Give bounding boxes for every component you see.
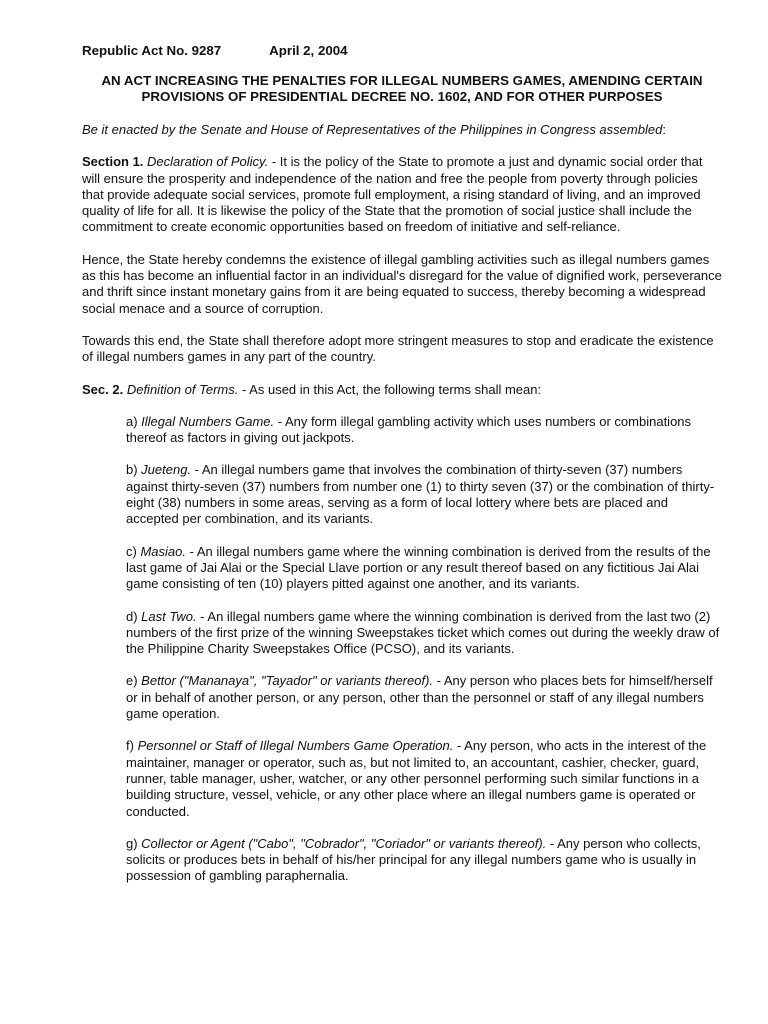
section-1-term: Declaration of Policy. bbox=[147, 154, 269, 170]
enacting-clause bbox=[82, 122, 722, 138]
definition-letter: c) bbox=[126, 543, 141, 559]
document-page bbox=[82, 43, 722, 885]
definition-letter: b) bbox=[126, 462, 142, 478]
act-title-line-1: AN ACT INCREASING THE PENALTIES FOR ILLEGAL NUMBERS GAMES, AMENDING CERTAIN bbox=[101, 73, 703, 88]
definition-letter: e) bbox=[126, 673, 142, 689]
definition-term: Masiao. bbox=[140, 543, 186, 559]
definition-letter: a) bbox=[126, 413, 142, 429]
section-2-text: - As used in this Act, the following terms shall mean: bbox=[238, 381, 542, 397]
definition-term: Last Two. bbox=[141, 608, 197, 624]
definition-text: - Any person who collects, solicits or produces bets in behalf of his/her principal for any illegal numbers game who is usually in possession of gambling paraphernalia. bbox=[126, 835, 701, 884]
section-2-heading: Sec. 2. bbox=[82, 381, 124, 397]
definition-item bbox=[126, 609, 722, 658]
definition-letter: d) bbox=[126, 608, 142, 624]
definition-item bbox=[126, 414, 722, 447]
definition-term: Illegal Numbers Game. bbox=[141, 413, 275, 429]
section-1-heading: Section 1. bbox=[82, 154, 144, 170]
definition-text: - Any person who places bets for himself/herself or in behalf of another person, or any person, other than the personnel or staff of any illegal numbers game operation. bbox=[126, 673, 713, 722]
definition-item bbox=[126, 544, 722, 593]
document-header bbox=[82, 43, 722, 61]
section-2-term: Definition of Terms. bbox=[126, 381, 239, 397]
section-1-paragraph-2: Hence, the State hereby condemns the existence of illegal gambling activities such as illegal numbers games as this has become an influential factor in an individual's disregard for the value of dignified work, perseverance and thrift since instant monetary gains from it are being equated to success, thereby becoming a widespread social menace and a source of corruption. bbox=[82, 251, 722, 316]
definitions-list bbox=[126, 414, 722, 885]
definition-text: - Any form illegal gambling activity which uses numbers or combinations thereof as factors in giving out jackpots. bbox=[126, 413, 692, 446]
definition-item bbox=[126, 738, 722, 819]
definition-text: - An illegal numbers game that involves the combination of thirty-seven (37) numbers against thirty-seven (37) numbers from number one (1) to thirty seven (37) or the combination of thirty-eight (38) numbers in some areas, serving as a form of local lottery where bets are placed and accepted per combination, and its variants. bbox=[126, 462, 715, 527]
act-number: Republic Act No. 9287 bbox=[82, 43, 222, 58]
section-1-text: - It is the policy of the State to promote a just and dynamic social order that will ensure the prosperity and independence of the nation and free the people from poverty through policies that provide adequate social services, promote full employment, a rising standard of living, and an improved quality of life for all. It is likewise the policy of the State that the promotion of social justice shall include the commitment to create economic opportunities based on freedom of initiative and self-reliance. bbox=[82, 154, 703, 235]
act-title bbox=[82, 73, 722, 105]
enacting-clause-colon: : bbox=[662, 122, 666, 137]
definition-term: Bettor ("Mananaya", "Tayador" or variants thereof). bbox=[141, 673, 434, 689]
definition-term: Jueteng. bbox=[141, 462, 192, 478]
definition-term: Personnel or Staff of Illegal Numbers Game Operation. bbox=[137, 738, 454, 754]
definition-letter: g) bbox=[126, 835, 142, 851]
definition-text: - An illegal numbers game where the winning combination is derived from the results of the last game of Jai Alai or the Special Llave portion or any result thereof based on any fictitious Jai Alai game consisting of ten (10) players pitted against one another, and its variants. bbox=[126, 543, 711, 592]
definition-item bbox=[126, 836, 722, 885]
act-title-line-2: PROVISIONS OF PRESIDENTIAL DECREE NO. 1602, AND FOR OTHER PURPOSES bbox=[141, 89, 663, 104]
definition-term: Collector or Agent ("Cabo", "Cobrador", "Coriador" or variants thereof). bbox=[141, 835, 547, 851]
section-2-paragraph bbox=[82, 382, 722, 398]
definition-item bbox=[126, 462, 722, 527]
definition-text: - An illegal numbers game where the winning combination is derived from the last two (2) numbers of the first prize of the winning Sweepstakes ticket which comes out during the weekly draw of the Philippine Charity Sweepstakes Office (PCSO), and its variants. bbox=[126, 608, 720, 657]
enacting-clause-text: Be it enacted by the Senate and House of Representatives of the Philippines in Congress assembled bbox=[82, 122, 663, 137]
definition-item bbox=[126, 673, 722, 722]
section-1-paragraph-1 bbox=[82, 154, 722, 235]
definition-letter: f) bbox=[126, 738, 138, 754]
section-1-paragraph-3: Towards this end, the State shall therefore adopt more stringent measures to stop and eradicate the existence of illegal numbers games in any part of the country. bbox=[82, 332, 714, 365]
definition-text: - Any person, who acts in the interest of the maintainer, manager or operator, such as, but not limited to, an accountant, cashier, checker, guard, runner, table manager, usher, watcher, or any other personnel performing such similar functions in a building structure, vessel, vehicle, or any other place where an illegal numbers game is operated or conducted. bbox=[126, 738, 707, 819]
act-date: April 2, 2004 bbox=[269, 43, 348, 58]
